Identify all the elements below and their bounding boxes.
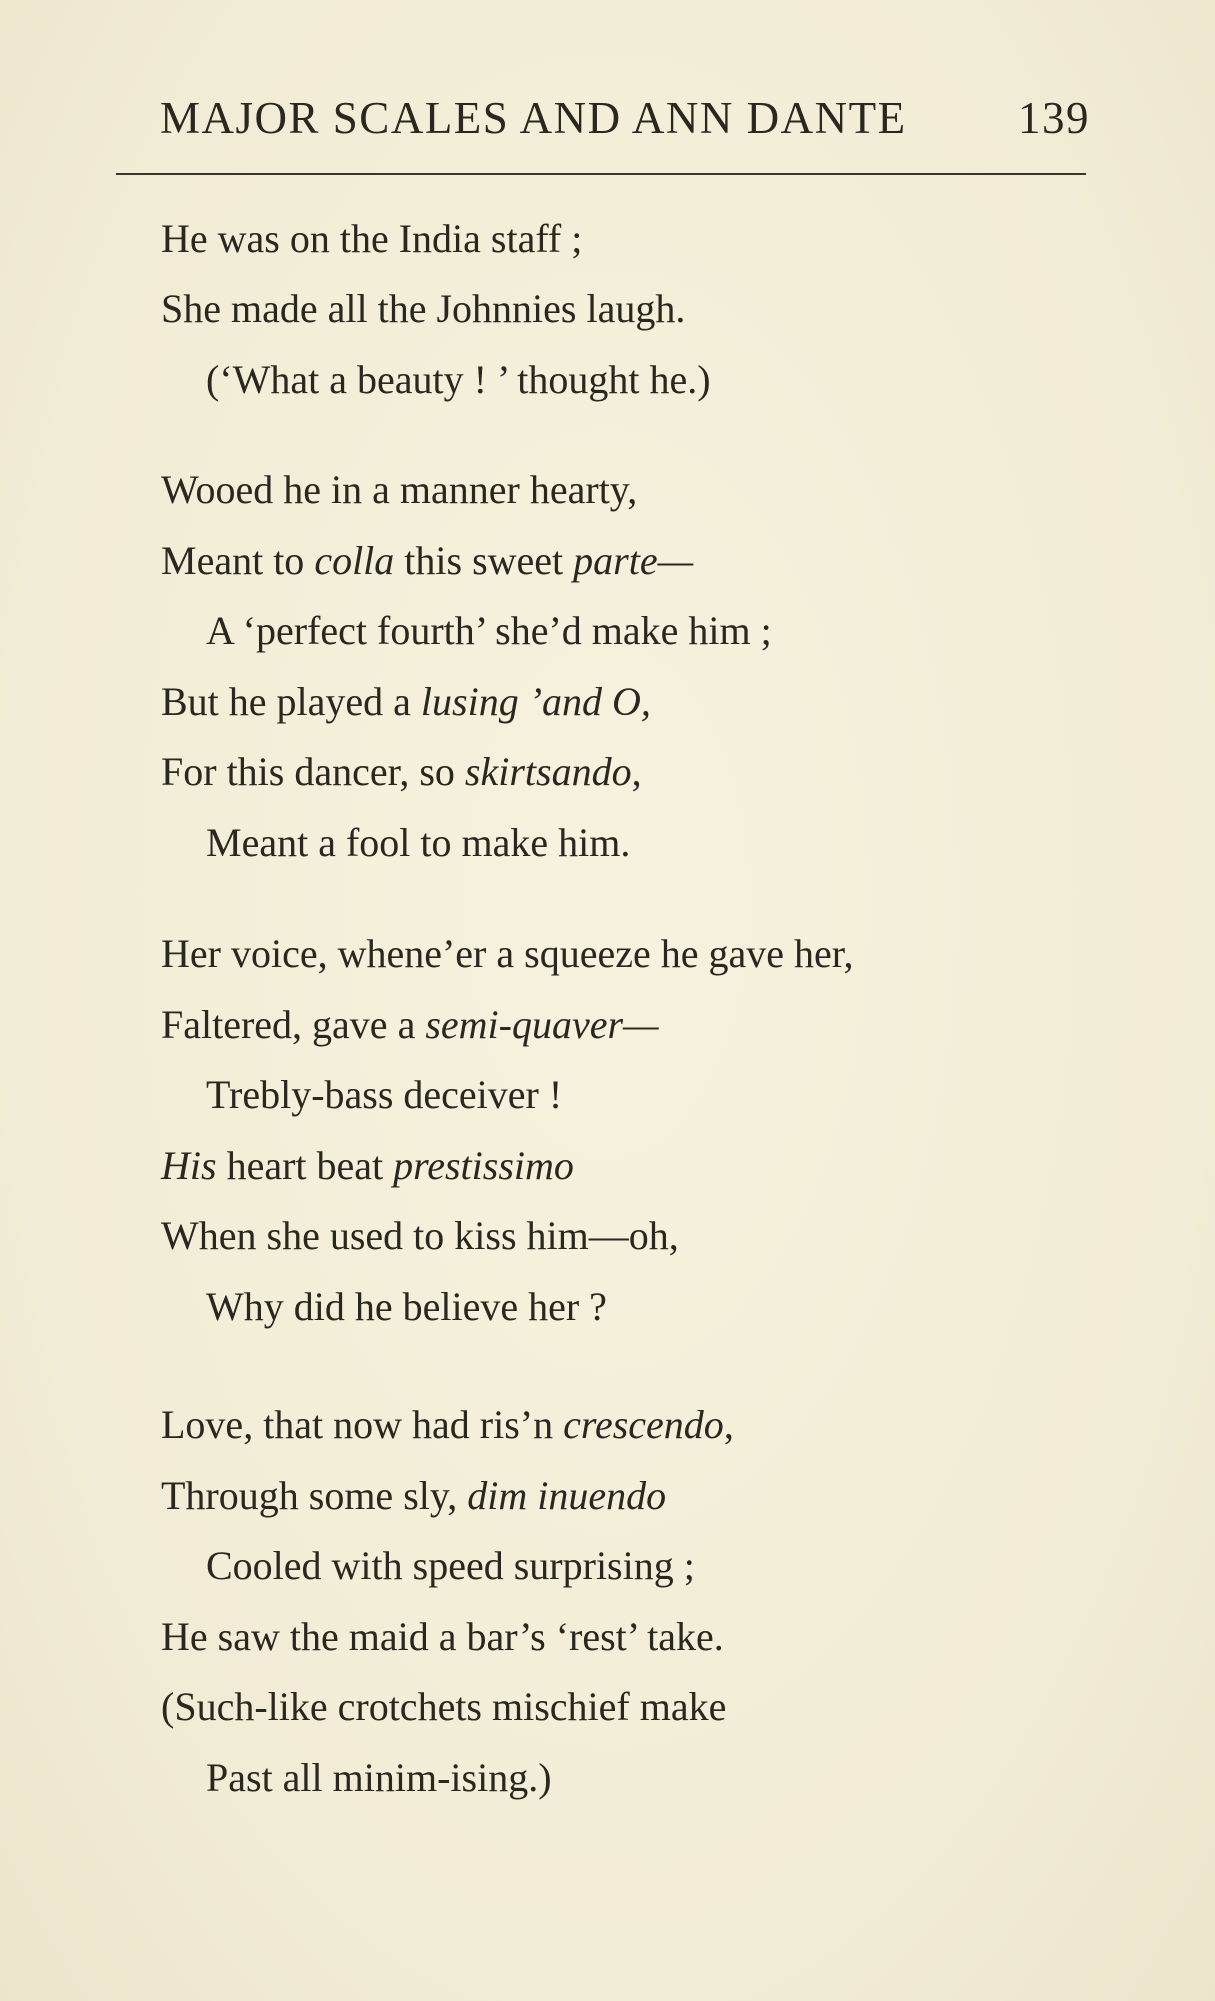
line-text: , [631, 749, 642, 794]
poem-line [161, 1402, 734, 1447]
italic-text: dim inuendo [467, 1473, 667, 1518]
poem-line [161, 216, 583, 261]
italic-text: prestissimo [393, 1143, 574, 1188]
poem-line [206, 608, 772, 653]
line-text: heart beat [216, 1143, 394, 1188]
running-header [160, 92, 1090, 148]
line-text: She made all the Johnnies laugh. [161, 286, 686, 331]
line-text: Cooled with speed surprising ; [206, 1543, 695, 1588]
line-text: But he played a [161, 679, 421, 724]
line-text: (Such-like crotchets mischief make [161, 1684, 727, 1729]
line-text: Meant a fool to make him. [206, 820, 631, 865]
poem-line [161, 286, 686, 331]
line-text: Why did he believe her ? [206, 1284, 607, 1329]
italic-text: colla [314, 538, 395, 583]
poem-line [161, 467, 638, 512]
line-text: Past all minim-ising.) [206, 1755, 552, 1800]
poem-line [161, 931, 854, 976]
italic-text: His [161, 1143, 217, 1188]
poem-line [161, 1684, 727, 1729]
line-text: For this dancer, so [161, 749, 465, 794]
poem-line [161, 1143, 574, 1188]
line-text: When she used to kiss him—oh, [161, 1213, 679, 1258]
italic-text: semi-quaver— [425, 1002, 659, 1047]
line-text: Faltered, gave a [161, 1002, 426, 1047]
line-text: Her voice, whene’er a squeeze he gave her, [161, 931, 854, 976]
line-text: this sweet [394, 538, 574, 583]
poem-line [206, 1543, 695, 1588]
poem-line [206, 820, 631, 865]
poem-line [161, 1002, 659, 1047]
poem-line [206, 357, 711, 402]
italic-text: skirtsando [464, 749, 632, 794]
line-text: A ‘perfect fourth’ she’d make him ; [206, 608, 772, 653]
italic-text: lusing ’and O, [420, 679, 651, 724]
poem-line [161, 679, 651, 724]
poem-line [161, 1614, 724, 1659]
italic-text: crescendo [563, 1402, 724, 1447]
poem-line [206, 1284, 607, 1329]
poem-line [161, 1473, 667, 1518]
poem-line [161, 1213, 679, 1258]
header-rule [116, 173, 1086, 175]
italic-text: parte— [573, 538, 694, 583]
line-text: He was on the India staff ; [161, 216, 583, 261]
line-text: Wooed he in a manner hearty, [161, 467, 638, 512]
line-text: Meant to [161, 538, 315, 583]
line-text: He saw the maid a bar’s ‘rest’ take. [161, 1614, 724, 1659]
poem-line [206, 1072, 563, 1117]
poem-line [206, 1755, 552, 1800]
line-text: Trebly-bass deceiver ! [206, 1072, 563, 1117]
line-text: Through some sly, [161, 1473, 468, 1518]
running-title: MAJOR SCALES AND ANN DANTE [160, 93, 907, 143]
poem-line [161, 749, 642, 794]
line-text: , [723, 1402, 734, 1447]
page-number: 139 [1018, 93, 1090, 143]
poem-line [161, 538, 694, 583]
line-text: (‘What a beauty ! ’ thought he.) [206, 357, 711, 402]
line-text: Love, that now had ris’n [161, 1402, 564, 1447]
